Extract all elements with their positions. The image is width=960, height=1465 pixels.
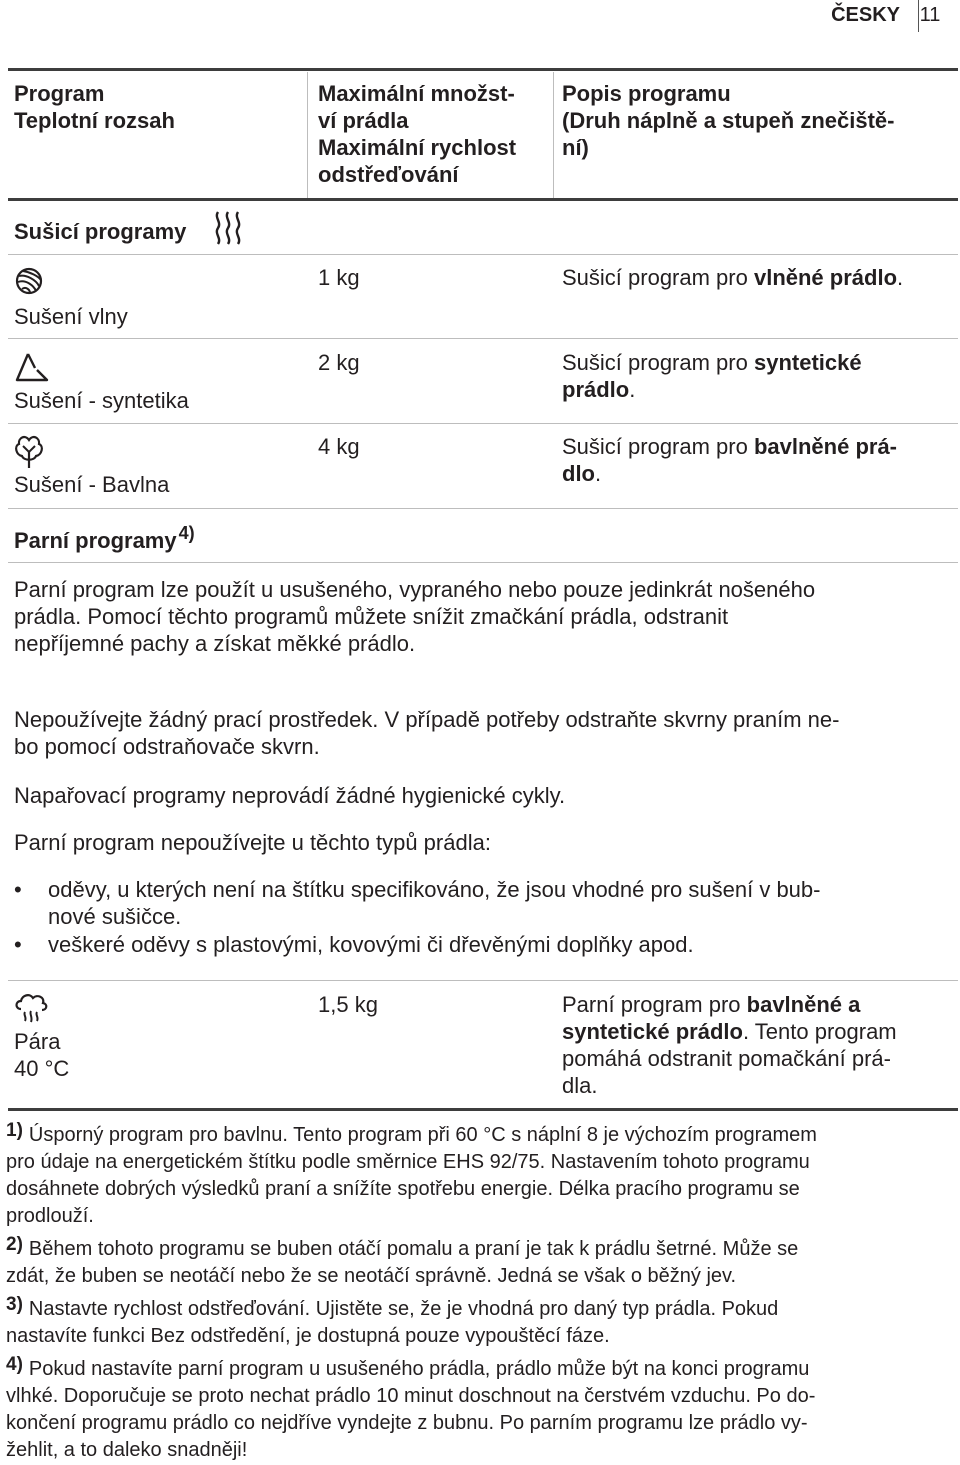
bullet-item-2: veškeré oděvy s plastovými, kovovými či dřevěnými doplňky apod.: [48, 932, 694, 957]
steam-cloud-icon: [14, 992, 48, 1024]
steam-paragraph-4: Parní program nepoužívejte u těchto typů prádla:: [14, 830, 491, 855]
wool-icon: [14, 266, 44, 296]
steam-row-desc: Parní program pro bavlněné a syntetické prádlo. Tento program pomáhá odstranit pomačkání prá- dla.: [562, 992, 897, 1098]
steam-notes-rule: [8, 980, 958, 981]
page-header: [660, 4, 960, 34]
steam-paragraph-3: Napařovací programy neprovádí žádné hygienické cykly.: [14, 783, 566, 808]
header-col-sep-1: [307, 72, 308, 200]
page-number: 11: [919, 4, 941, 26]
steam-paragraph-1: Parní program lze použít u usušeného, vypraného nebo pouze jedinkrát nošeného prádla. Pomocí těchto programů můžete snížit zmačkání prádla, odstranit nepříjemné pachy a získat měkké prádlo.: [14, 577, 816, 656]
drying-row-3-desc: Sušicí program pro bavlněné prá- dlo.: [562, 434, 898, 486]
drying-row-3-load: 4 kg: [318, 434, 360, 459]
header-col-description: Popis programu (Druh náplně a stupeň znečiště- ní): [562, 81, 895, 160]
drying-row-2-rule: [8, 423, 958, 424]
drying-row-3-name: Sušení - Bavlna: [14, 472, 170, 497]
bullet-marker: •: [14, 932, 22, 957]
footnote-3: 3) Nastavte rychlost odstřeďování. Ujistěte se, že je vhodná pro daný typ prádla. Pokud nastavíte funkci Bez odstředění, je dostupná pouze vypouštěcí fáze.: [6, 1294, 779, 1347]
drying-row-3-rule: [8, 508, 958, 509]
drying-row-1-rule: [8, 338, 958, 339]
table-top-rule: [8, 68, 958, 71]
footnote-2: 2) Během tohoto programu se buben otáčí pomalu a praní je tak k prádlu šetrné. Může se zdát, že buben se neotáčí nebo že se neotáčí správně. Jedná se však o běžný jev.: [6, 1234, 799, 1287]
drying-row-1-name: Sušení vlny: [14, 304, 128, 329]
header-col-program: Program Teplotní rozsah: [14, 81, 175, 133]
footnote-1: 1) Úsporný program pro bavlnu. Tento program při 60 °C s náplní 8 je výchozím programem pro údaje na energetickém štítku podle směrnice EHS 92/75. Nastavením tohoto programu dosáhnete dobrých výsledků praní a snížíte spotřebu energie. Délka pracího programu se prodlouží.: [6, 1120, 817, 1227]
drying-row-2-desc: Sušicí program pro syntetické prádlo.: [562, 350, 862, 402]
table-bottom-rule: [8, 1108, 958, 1111]
bullet-item-1: oděvy, u kterých není na štítku specifikováno, že jsou vhodné pro sušení v bub- nové sušičce.: [48, 877, 821, 929]
drying-row-1-load: 1 kg: [318, 265, 360, 290]
drying-section-title: Sušicí programy: [14, 219, 187, 244]
steam-title-rule: [8, 562, 958, 563]
footnote-4: 4) Pokud nastavíte parní program u usušeného prádla, prádlo může být na konci programu vlhké. Doporučuje se proto nechat prádlo 10 minut doschnout na čerstvém vzduchu. Po do- končení programu prádlo co nejdříve vyndejte z bubnu. Po parním programu lze prádlo vy- žehlit, a to daleko snadněji!: [6, 1354, 816, 1461]
steam-row-name: Pára 40 °C: [14, 1029, 70, 1081]
drying-title-rule: [8, 254, 958, 255]
header-col-sep-2: [553, 72, 554, 200]
drying-row-1-desc: Sušicí program pro vlněné prádlo.: [562, 265, 904, 290]
steam-section-title: Parní programy $^{4)}$: [14, 523, 195, 553]
steam-row-load: 1,5 kg: [318, 992, 378, 1017]
drying-row-2-load: 2 kg: [318, 350, 360, 375]
header-bottom-rule: [8, 198, 958, 201]
language-label: ČESKY: [831, 4, 900, 26]
bullet-marker: •: [14, 877, 22, 902]
header-divider: [918, 0, 919, 32]
header-col-load: Maximální množst- ví prádla Maximální rychlost odstřeďování: [318, 81, 517, 187]
drying-waves-icon: [212, 210, 246, 246]
steam-paragraph-2: Nepoužívejte žádný prací prostředek. V případě potřeby odstraňte skvrny praním ne- bo pomocí odstraňovače skvrn.: [14, 707, 840, 759]
drying-row-2-name: Sušení - syntetika: [14, 388, 189, 413]
cotton-flower-icon: [14, 434, 44, 470]
synthetic-triangle-icon: [14, 351, 50, 383]
